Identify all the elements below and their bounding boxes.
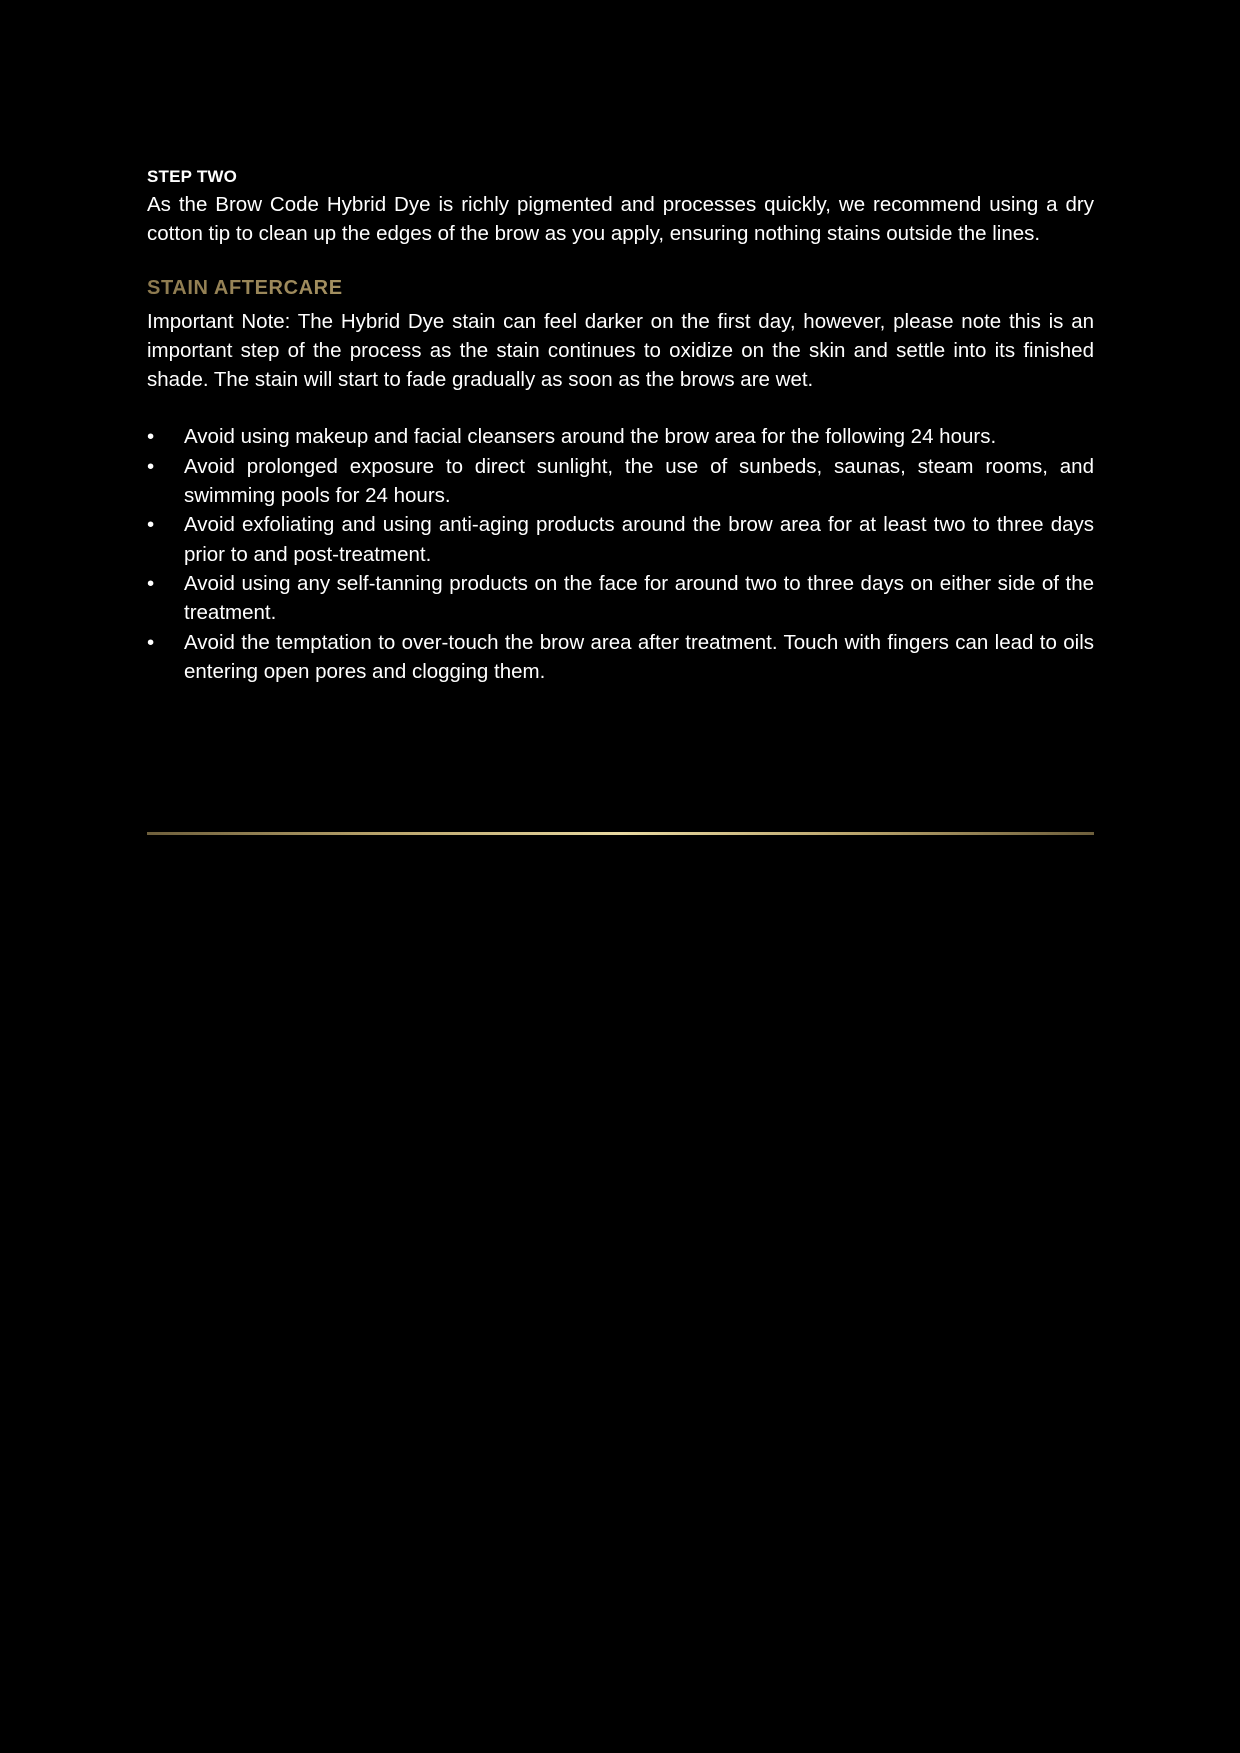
aftercare-bullet-list (147, 422, 1094, 686)
bullet-icon: • (147, 425, 155, 449)
list-item (147, 628, 1094, 687)
gold-divider-line (147, 832, 1094, 835)
bullet-icon: • (147, 630, 155, 654)
list-item-text: Avoid using makeup and facial cleansers around the brow area for the following 24 hours. (184, 425, 997, 449)
bullet-icon: • (147, 571, 155, 595)
step-two-heading: STEP TWO (147, 167, 238, 186)
list-item (147, 569, 1094, 628)
list-item (147, 510, 1094, 569)
bullet-icon: • (147, 454, 155, 478)
step-two-text: As the Brow Code Hybrid Dye is richly pigmented and processes quickly, we recommend using a dry cotton tip to clean up the edges of the brow as you apply, ensuring nothing stains outside the lines. (147, 193, 1094, 246)
stain-aftercare-heading: STAIN AFTERCARE (147, 275, 1094, 301)
list-item (147, 452, 1094, 511)
list-item (147, 422, 1094, 451)
important-note-text: Important Note: The Hybrid Dye stain can feel darker on the first day, however, please note this is an important step of the process as the stain continues to oxidize on the skin and settle into its finished shade. The stain will start to fade gradually as soon as the brows are wet. (147, 309, 1094, 392)
list-item-text: Avoid the temptation to over-touch the brow area after treatment. Touch with fingers can lead to oils entering open pores and clogging them. (184, 630, 1094, 683)
list-item-text: Avoid using any self-tanning products on the face for around two to three days on either side of the treatment. (184, 571, 1094, 625)
bullet-icon: • (147, 513, 155, 537)
list-item-text: Avoid prolonged exposure to direct sunlight, the use of sunbeds, saunas, steam rooms, and swimming pools for 24 hours. (184, 454, 1094, 508)
list-item-text: Avoid exfoliating and using anti-aging products around the brow area for at least two to three days prior to and post-treatment. (184, 513, 1094, 566)
document-page (147, 166, 1094, 686)
